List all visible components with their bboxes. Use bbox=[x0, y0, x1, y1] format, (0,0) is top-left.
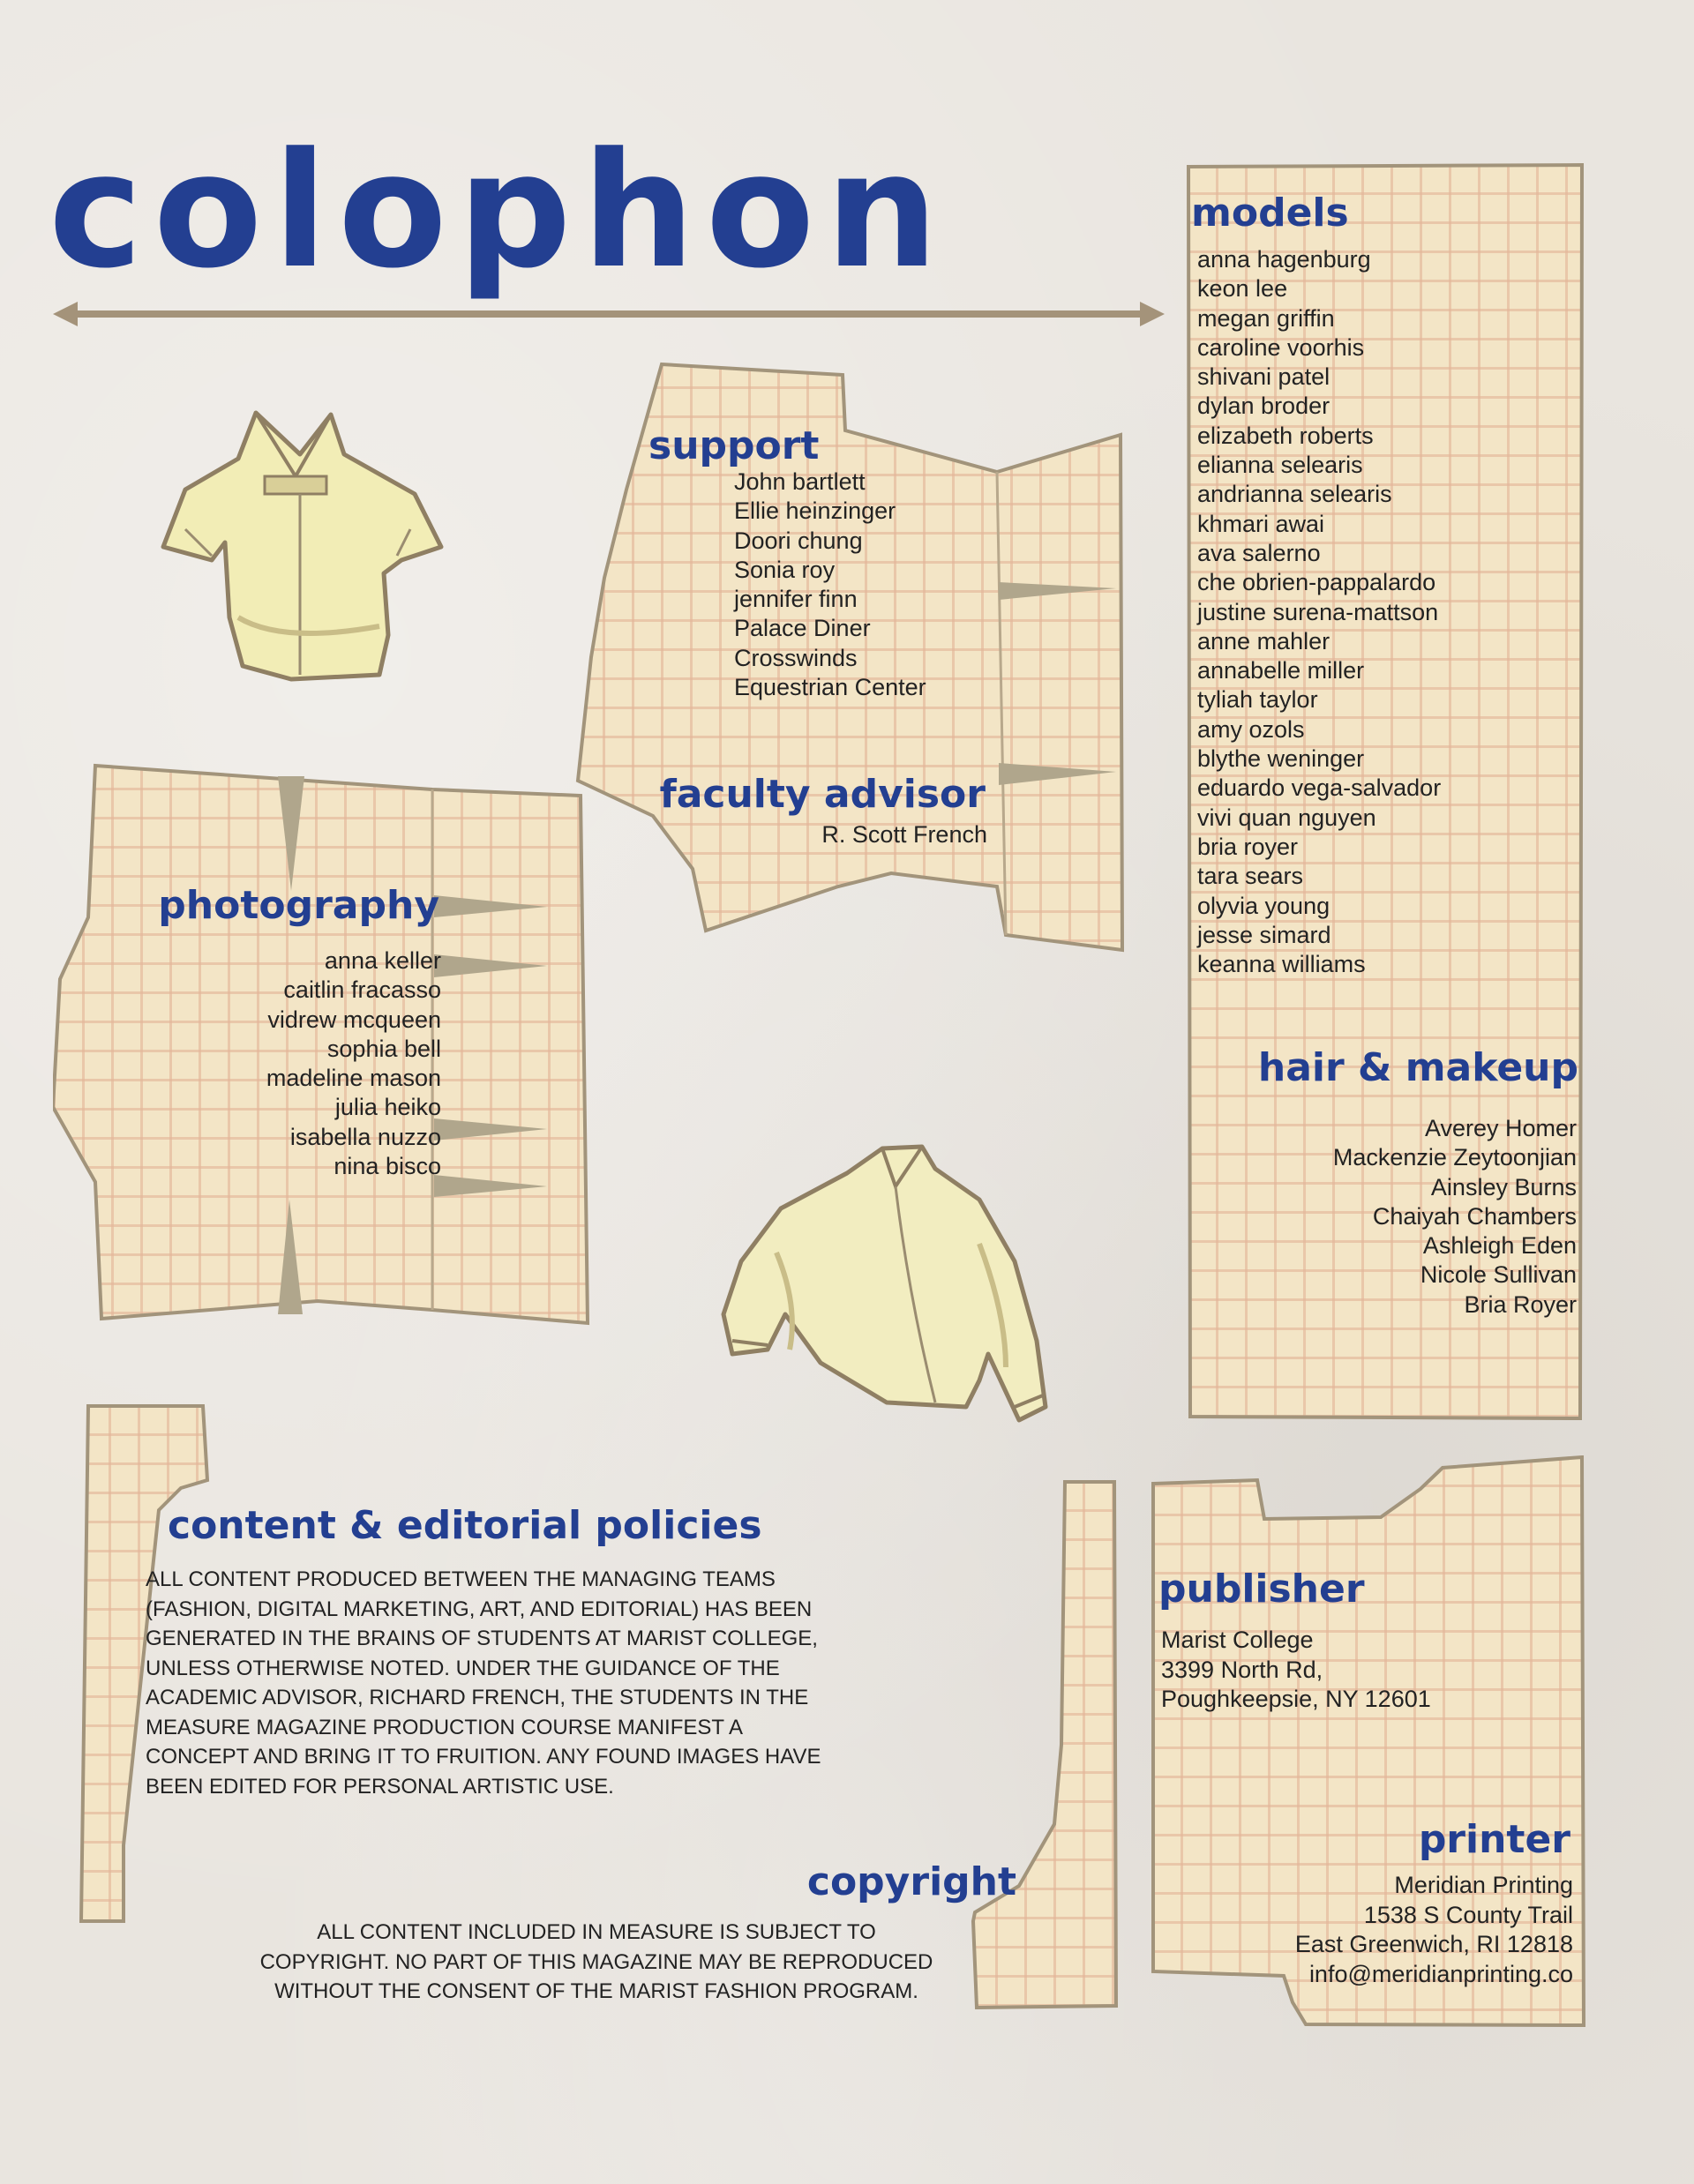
policy-line: ACADEMIC ADVISOR, RICHARD FRENCH, THE STUDENTS IN THE bbox=[146, 1686, 809, 1709]
models-list bbox=[1197, 245, 1441, 979]
model-name: bria royer bbox=[1197, 833, 1299, 860]
hair-makeup-name: Mackenzie Zeytoonjian bbox=[1332, 1144, 1577, 1171]
hair-makeup-heading: hair & makeup bbox=[1257, 1045, 1578, 1090]
support-name: Ellie heinzinger bbox=[734, 497, 896, 525]
printer-line: Meridian Printing bbox=[1394, 1872, 1573, 1898]
policy-line: ALL CONTENT PRODUCED BETWEEN THE MANAGING TEAMS bbox=[146, 1567, 776, 1591]
model-name: olyvia young bbox=[1197, 892, 1330, 919]
content-policies-text bbox=[146, 1565, 821, 1801]
support-name: Equestrian Center bbox=[734, 674, 926, 701]
model-name: anne mahler bbox=[1197, 627, 1330, 654]
publisher-address bbox=[1161, 1626, 1431, 1715]
hair-makeup-name: Ainsley Burns bbox=[1430, 1173, 1577, 1200]
model-name: dylan broder bbox=[1197, 393, 1330, 420]
model-name: megan griffin bbox=[1197, 304, 1335, 332]
policy-line: CONCEPT AND BRING IT TO FRUITION. ANY FOUND IMAGES HAVE bbox=[146, 1745, 821, 1769]
copyright-line: COPYRIGHT. NO PART OF THIS MAGAZINE MAY BE REPRODUCED bbox=[259, 1949, 933, 1974]
support-name: Palace Diner bbox=[734, 615, 871, 642]
publisher-heading: publisher bbox=[1158, 1567, 1365, 1612]
printer-line: East Greenwich, RI 12818 bbox=[1294, 1931, 1573, 1957]
model-name: justine surena-mattson bbox=[1197, 598, 1439, 625]
copyright-text bbox=[226, 1918, 967, 2007]
model-name: che obrien-pappalardo bbox=[1197, 569, 1436, 596]
printer-heading: printer bbox=[1418, 1817, 1570, 1862]
model-name: caroline voorhis bbox=[1197, 333, 1365, 361]
publisher-line: Poughkeepsie, NY 12601 bbox=[1161, 1686, 1431, 1712]
model-name: keanna williams bbox=[1197, 951, 1366, 978]
photographer-name: madeline mason bbox=[266, 1065, 441, 1092]
faculty-advisor-name: R. Scott French bbox=[821, 821, 987, 848]
photographer-name: isabella nuzzo bbox=[289, 1123, 441, 1150]
photographer-name: caitlin fracasso bbox=[283, 976, 441, 1004]
policy-line: GENERATED IN THE BRAINS OF STUDENTS AT MARIST COLLEGE, bbox=[146, 1627, 818, 1650]
model-name: tara sears bbox=[1197, 863, 1304, 890]
hair-makeup-name: Chaiyah Chambers bbox=[1372, 1202, 1577, 1230]
model-name: jesse simard bbox=[1197, 921, 1331, 948]
model-name: elizabeth roberts bbox=[1197, 422, 1374, 449]
hair-makeup-name: Averey Homer bbox=[1424, 1115, 1577, 1141]
printer-line: 1538 S County Trail bbox=[1363, 1901, 1573, 1928]
model-name: shivani patel bbox=[1197, 363, 1330, 391]
model-name: annabelle miller bbox=[1197, 657, 1365, 684]
model-name: vivi quan nguyen bbox=[1197, 804, 1376, 831]
measure-arrow-icon bbox=[53, 296, 1165, 332]
support-name: jennifer finn bbox=[734, 586, 858, 613]
support-name: Crosswinds bbox=[734, 644, 858, 671]
model-name: khmari awai bbox=[1197, 510, 1325, 537]
photographer-name: julia heiko bbox=[334, 1094, 441, 1121]
hair-makeup-list bbox=[1333, 1114, 1577, 1320]
models-heading: models bbox=[1191, 191, 1349, 236]
photography-heading: photography bbox=[158, 883, 439, 928]
hair-makeup-name: Ashleigh Eden bbox=[1422, 1232, 1577, 1260]
support-list bbox=[734, 467, 926, 702]
hair-makeup-name: Nicole Sullivan bbox=[1420, 1261, 1577, 1289]
model-name: andrianna selearis bbox=[1197, 481, 1392, 508]
support-name: Sonia roy bbox=[734, 556, 836, 583]
model-name: elianna selearis bbox=[1197, 452, 1363, 479]
support-name: Doori chung bbox=[734, 527, 863, 554]
printer-address bbox=[1295, 1871, 1573, 1989]
model-name: eduardo vega-salvador bbox=[1197, 774, 1442, 802]
policy-line: UNLESS OTHERWISE NOTED. UNDER THE GUIDANCE OF THE bbox=[146, 1656, 780, 1680]
printer-line: info@meridianprinting.co bbox=[1308, 1960, 1573, 1987]
model-name: amy ozols bbox=[1197, 715, 1305, 743]
copyright-line: WITHOUT THE CONSENT OF THE MARIST FASHION PROGRAM. bbox=[274, 1979, 918, 2003]
copyright-line: ALL CONTENT INCLUDED IN MEASURE IS SUBJECT TO bbox=[317, 1920, 876, 1944]
model-name: blythe weninger bbox=[1197, 745, 1365, 773]
publisher-line: Marist College bbox=[1161, 1627, 1314, 1653]
support-name: John bartlett bbox=[734, 468, 866, 495]
photography-list bbox=[266, 946, 441, 1181]
photographer-name: vidrew mcqueen bbox=[267, 1006, 441, 1033]
faculty-advisor-heading: faculty advisor bbox=[659, 772, 986, 817]
support-heading: support bbox=[648, 423, 820, 468]
model-name: anna hagenburg bbox=[1197, 246, 1371, 273]
shirt-illustration-icon bbox=[159, 406, 450, 688]
photographer-name: anna keller bbox=[324, 947, 441, 974]
policy-line: MEASURE MAGAZINE PRODUCTION COURSE MANIFEST A bbox=[146, 1715, 743, 1739]
copyright-pattern-piece bbox=[966, 1480, 1121, 2009]
copyright-heading: copyright bbox=[806, 1859, 1016, 1904]
model-name: ava salerno bbox=[1197, 539, 1321, 566]
hair-makeup-name: Bria Royer bbox=[1464, 1290, 1577, 1318]
sweater-illustration-icon bbox=[715, 1138, 1050, 1429]
publisher-line: 3399 North Rd, bbox=[1161, 1656, 1323, 1683]
photographer-name: nina bisco bbox=[334, 1153, 441, 1180]
page-title: colophon bbox=[49, 119, 949, 303]
content-policies-heading: content & editorial policies bbox=[168, 1503, 762, 1548]
photographer-name: sophia bell bbox=[326, 1035, 441, 1062]
policy-line: BEEN EDITED FOR PERSONAL ARTISTIC USE. bbox=[146, 1774, 614, 1799]
model-name: tyliah taylor bbox=[1197, 686, 1318, 714]
model-name: keon lee bbox=[1197, 275, 1288, 303]
policy-line: (FASHION, DIGITAL MARKETING, ART, AND EDITORIAL) HAS BEEN bbox=[146, 1597, 813, 1621]
